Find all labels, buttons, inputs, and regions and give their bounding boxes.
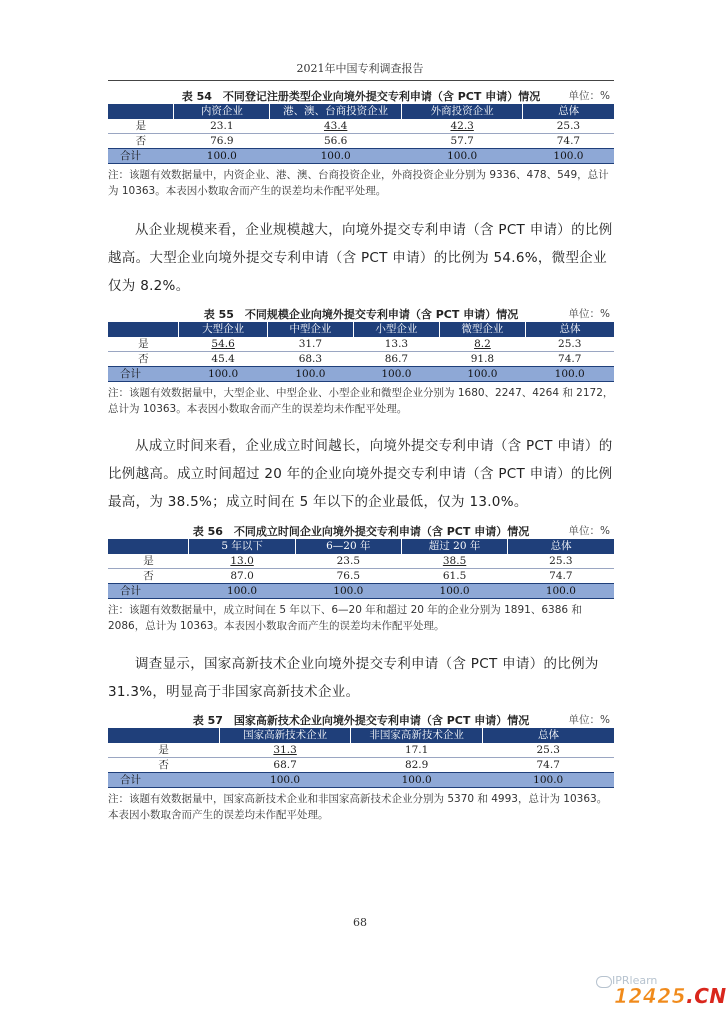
table-row [108,554,614,569]
table-cell: 42.3 [401,119,522,134]
header-cell: 超过 20 年 [401,539,507,554]
table-note: 注：该题有效数据量中，成立时间在 5 年以下、6—20 年和超过 20 年的企业分别为 1891、6386 和 2086，总计为 10363。本表因小数取舍而产生的误差均未作配平处理。 [108,604,582,632]
table-unit: 单位：% [568,525,610,537]
header-cell: 微型企业 [439,322,525,337]
table-title: 表 55 不同规模企业向境外提交专利申请（含 PCT 申请）情况 [203,308,519,321]
table-cell: 23.1 [174,119,270,134]
table-cell: 25.3 [482,743,614,758]
table-cell: 76.9 [174,134,270,149]
table-cell: 8.2 [439,337,525,352]
table-title: 表 54 不同登记注册类型企业向境外提交专利申请（含 PCT 申请）情况 [181,90,541,103]
header-cell: 外商投资企业 [401,104,522,119]
header-cell: 总体 [482,728,614,743]
table-caption [108,304,614,322]
table-cell: 25.3 [523,119,614,134]
table-cell: 17.1 [351,743,483,758]
header-rule [108,80,614,81]
table-cell: 57.7 [401,134,522,149]
table-unit: 单位：% [568,308,610,320]
header-cell [108,322,179,337]
table-note: 注：该题有效数据量中，内资企业、港、澳、台商投资企业，外商投资企业分别为 9336、478、549，总计为 10363。本表因小数取舍而产生的误差均未作配平处理。 [108,169,609,197]
table-cell: 25.3 [525,337,614,352]
row-label: 是 [108,554,189,569]
header-cell: 国家高新技术企业 [219,728,351,743]
logo-domain: .CN [686,984,727,1008]
table-56-block [108,521,614,634]
table-cell: 54.6 [179,337,268,352]
table-55-block [108,304,614,417]
header-cell [108,728,219,743]
site-logo [614,984,727,1008]
total-label: 合计 [108,773,219,788]
table-row [108,337,614,352]
table-cell: 68.3 [267,352,353,367]
table-cell: 91.8 [439,352,525,367]
table-unit: 单位：% [568,714,610,726]
total-label: 合计 [108,584,189,599]
table-caption [108,86,614,104]
table-cell: 74.7 [523,134,614,149]
table-header-row [108,104,614,119]
table-cell: 100.0 [508,584,614,599]
table-cell: 74.7 [508,569,614,584]
header-cell: 总体 [523,104,614,119]
table-54 [108,104,614,164]
table-cell: 31.3 [219,743,351,758]
page-header: 2021年中国专利调查报告 [296,62,424,75]
header-cell [108,104,174,119]
table-cell: 38.5 [401,554,507,569]
table-cell: 100.0 [270,149,402,164]
paragraph-scale: 从企业规模来看，企业规模越大，向境外提交专利申请（含 PCT 申请）的比例越高。大型企业向境外提交专利申请（含 PCT 申请）的比例为 54.6%，微型企业仅为 8.2%。 [108,222,613,294]
table-header-row [108,728,614,743]
row-label: 是 [108,337,179,352]
table-56 [108,539,614,599]
table-cell: 45.4 [179,352,268,367]
table-cell: 23.5 [295,554,401,569]
header-cell: 6—20 年 [295,539,401,554]
header-cell: 总体 [525,322,614,337]
table-row [108,758,614,773]
table-cell: 100.0 [401,584,507,599]
table-total-row [108,773,614,788]
row-label: 是 [108,743,219,758]
total-label: 合计 [108,149,174,164]
table-cell: 87.0 [189,569,295,584]
table-note: 注：该题有效数据量中，大型企业、中型企业、小型企业和微型企业分别为 1680、2247、4264 和 2172，总计为 10363。本表因小数取舍而产生的误差均未作配平处理。 [108,387,614,415]
table-cell: 74.7 [525,352,614,367]
table-unit: 单位：% [568,90,610,102]
header-cell: 5 年以下 [189,539,295,554]
table-cell: 100.0 [351,773,483,788]
header-cell: 港、澳、台商投资企业 [270,104,402,119]
header-cell: 小型企业 [353,322,439,337]
table-row [108,569,614,584]
table-cell: 61.5 [401,569,507,584]
table-title: 表 57 国家高新技术企业向境外提交专利申请（含 PCT 申请）情况 [192,714,530,727]
table-cell: 100.0 [525,367,614,382]
header-cell: 非国家高新技术企业 [351,728,483,743]
table-row [108,119,614,134]
table-55 [108,322,614,382]
table-cell: 31.7 [267,337,353,352]
table-title: 表 56 不同成立时间企业向境外提交专利申请（含 PCT 申请）情况 [192,525,530,538]
table-caption [108,521,614,539]
header-cell: 中型企业 [267,322,353,337]
table-cell: 100.0 [523,149,614,164]
table-cell: 100.0 [189,584,295,599]
table-cell: 13.3 [353,337,439,352]
table-cell: 13.0 [189,554,295,569]
table-cell: 100.0 [219,773,351,788]
table-row [108,743,614,758]
row-label: 是 [108,119,174,134]
table-cell: 76.5 [295,569,401,584]
total-label: 合计 [108,367,179,382]
row-label: 否 [108,352,179,367]
row-label: 否 [108,569,189,584]
table-54-block [108,86,614,199]
paragraph-hightech: 调查显示，国家高新技术企业向境外提交专利申请（含 PCT 申请）的比例为 31.3%，明显高于非国家高新技术企业。 [108,656,599,700]
table-cell: 56.6 [270,134,402,149]
table-header-row [108,539,614,554]
table-note: 注：该题有效数据量中，国家高新技术企业和非国家高新技术企业分别为 5370 和 4993，总计为 10363。本表因小数取舍而产生的误差均未作配平处理。 [108,793,608,821]
table-cell: 100.0 [295,584,401,599]
table-row [108,134,614,149]
header-cell: 总体 [508,539,614,554]
watermark-text: IPRlearn [612,974,658,987]
table-cell: 100.0 [353,367,439,382]
table-cell: 100.0 [482,773,614,788]
table-57-block [108,710,614,823]
table-57 [108,728,614,788]
table-cell: 43.4 [270,119,402,134]
table-cell: 100.0 [401,149,522,164]
header-cell: 大型企业 [179,322,268,337]
table-cell: 68.7 [219,758,351,773]
table-total-row [108,149,614,164]
table-total-row [108,367,614,382]
header-cell: 内资企业 [174,104,270,119]
table-cell: 100.0 [439,367,525,382]
logo-number: 12425 [614,984,687,1008]
table-cell: 25.3 [508,554,614,569]
page-number: 68 [353,916,367,929]
table-cell: 86.7 [353,352,439,367]
row-label: 否 [108,134,174,149]
table-total-row [108,584,614,599]
wechat-icon [596,976,612,988]
table-cell: 100.0 [267,367,353,382]
table-cell: 82.9 [351,758,483,773]
row-label: 否 [108,758,219,773]
table-cell: 74.7 [482,758,614,773]
table-cell: 100.0 [174,149,270,164]
table-header-row [108,322,614,337]
table-caption [108,710,614,728]
table-row [108,352,614,367]
paragraph-age: 从成立时间来看，企业成立时间越长，向境外提交专利申请（含 PCT 申请）的比例越高。成立时间超过 20 年的企业向境外提交专利申请（含 PCT 申请）的比例最高，为 38.5%；成立时间在 5 年以下的企业最低，仅为 13.0%。 [108,438,613,510]
header-cell [108,539,189,554]
table-cell: 100.0 [179,367,268,382]
